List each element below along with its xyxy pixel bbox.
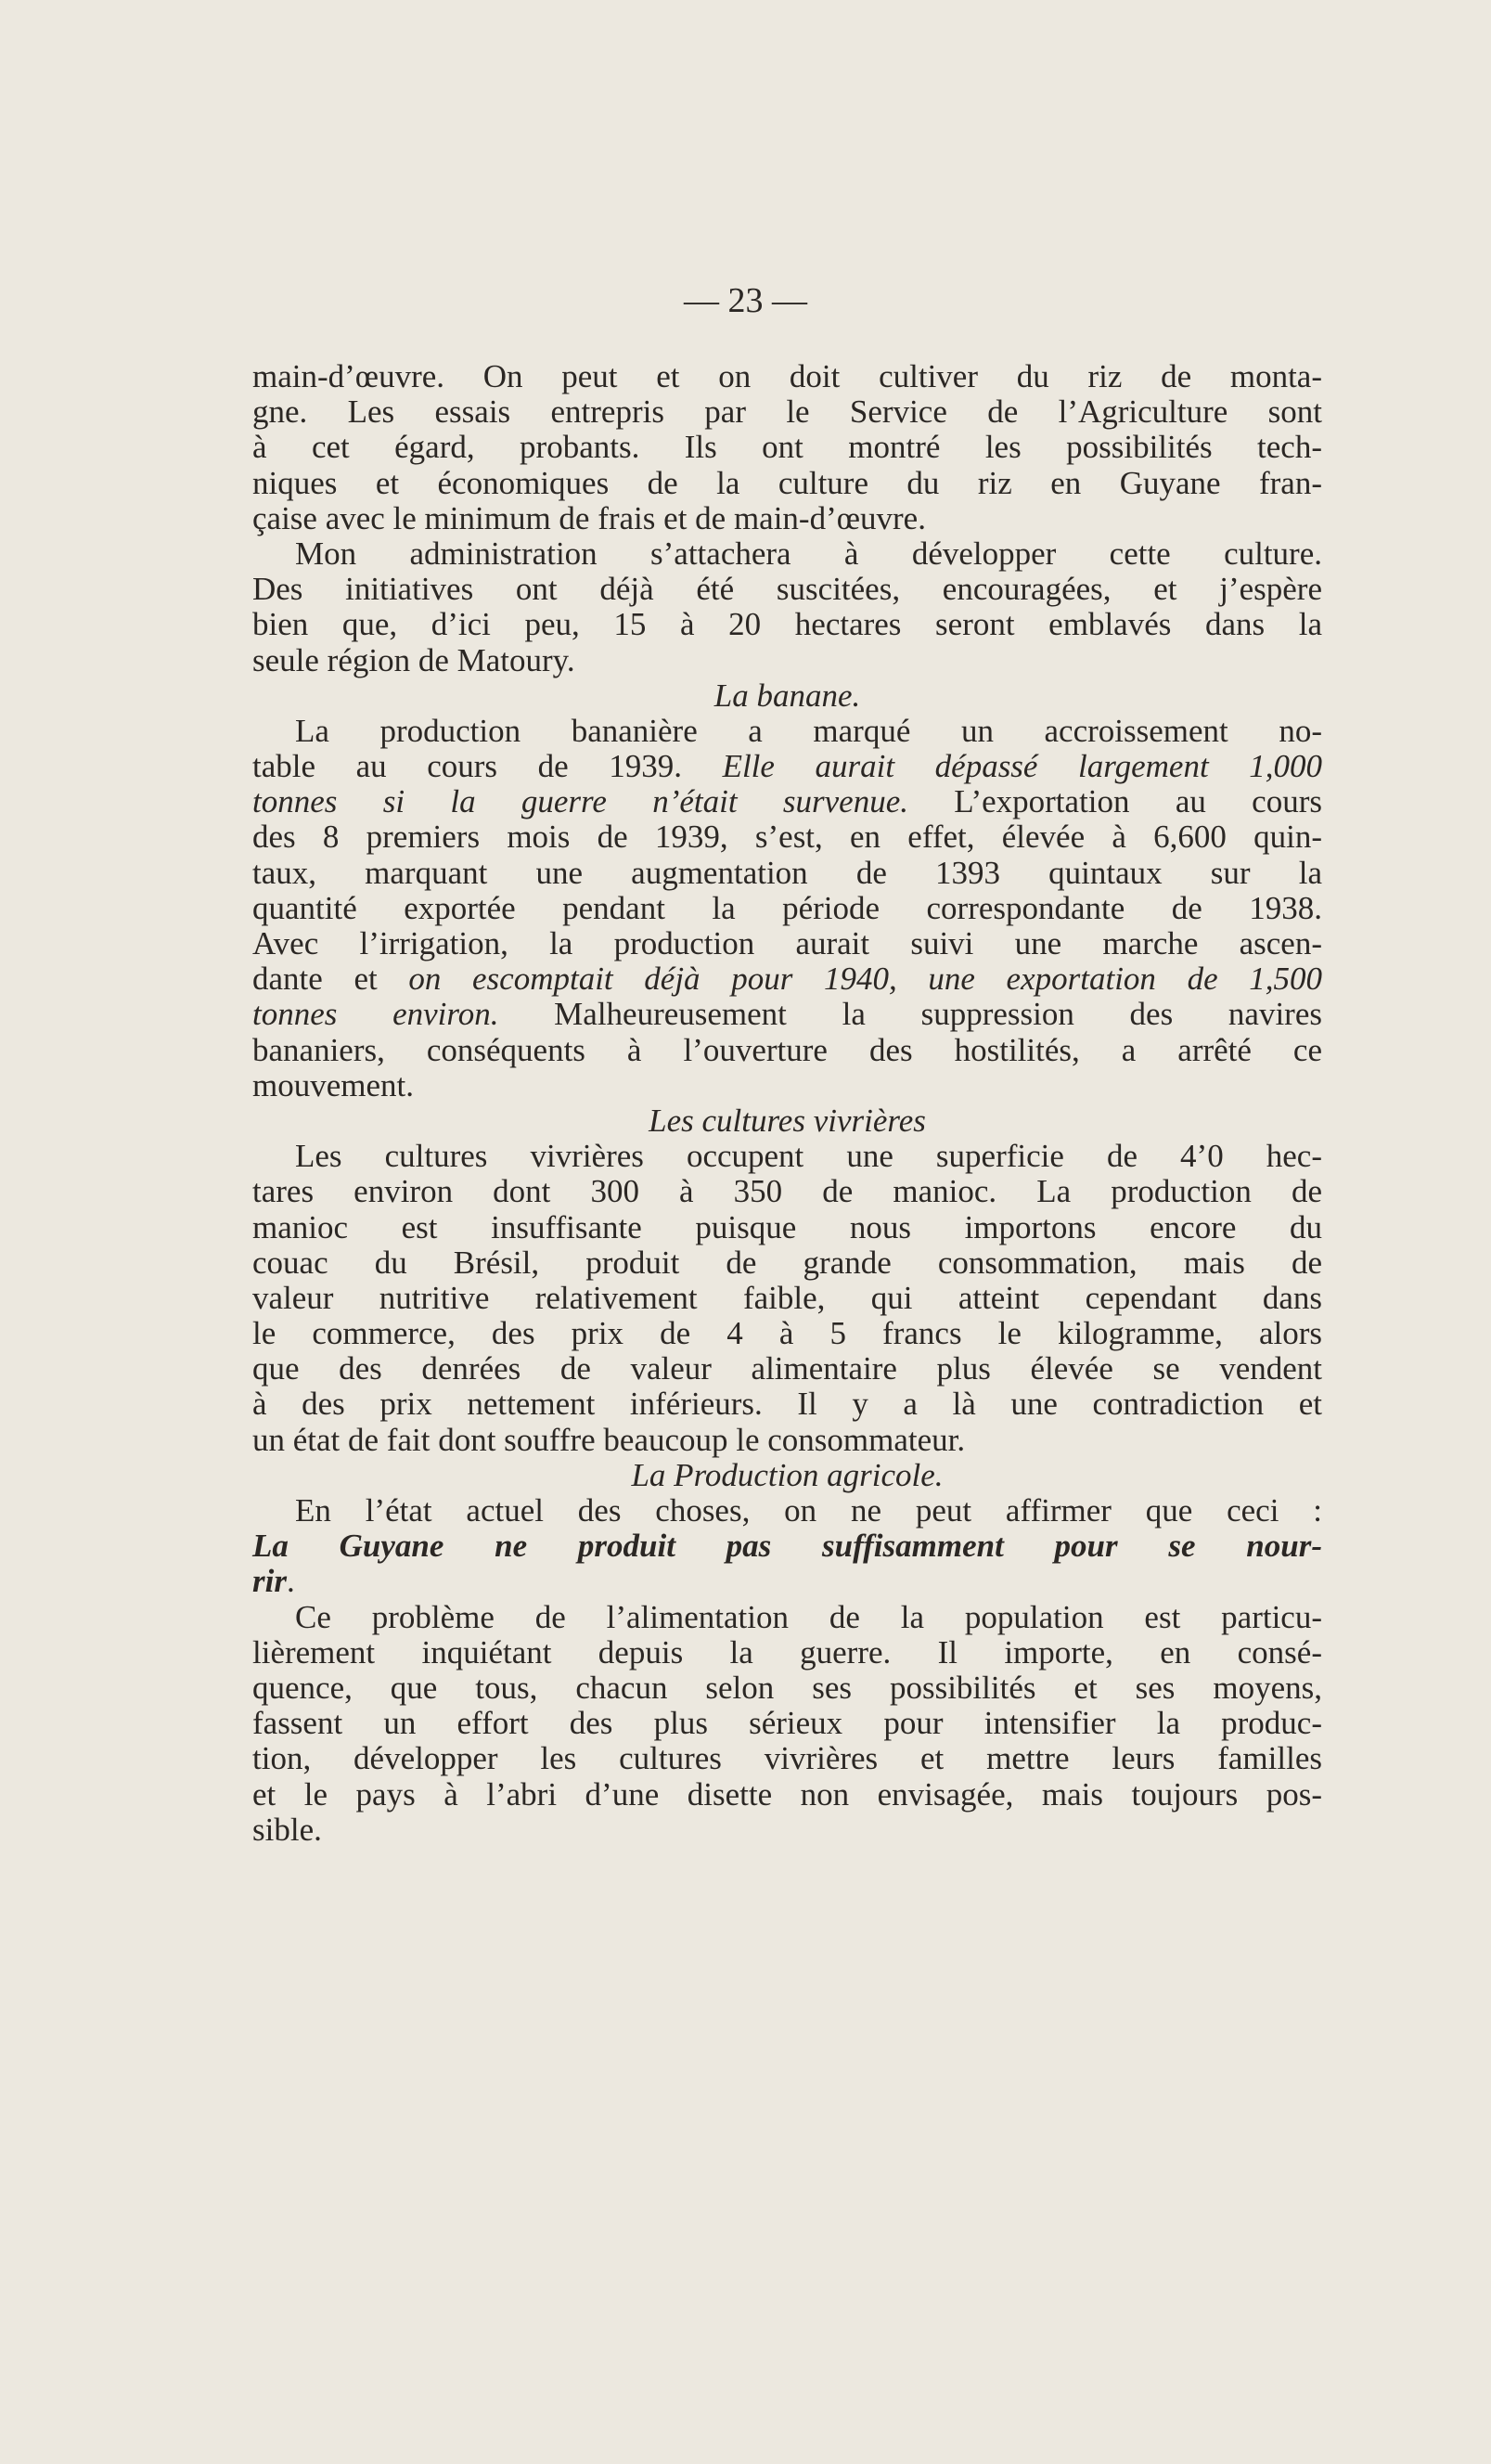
text-line: [252, 536, 1322, 572]
text-line: [252, 749, 1322, 784]
text-segment: La production bananière a marqué un accroissement no-: [295, 712, 1322, 749]
emphasized-text: Elle aurait dépassé largement 1,000: [722, 748, 1322, 785]
text-line: [252, 997, 1322, 1032]
text-line: [252, 1139, 1322, 1174]
text-line: [252, 714, 1322, 749]
text-line: [252, 1813, 1322, 1848]
emphasized-text: tonnes si la guerre n’était survenue.: [252, 783, 908, 820]
text-line: [252, 1351, 1322, 1387]
text-line: [252, 430, 1322, 465]
text-segment: Mon administration s’attachera à développer cette culture.: [295, 535, 1322, 572]
text-line: [252, 926, 1322, 961]
text-line: [252, 466, 1322, 501]
text-segment: Ce problème de l’alimentation de la population est particu-: [295, 1598, 1322, 1635]
text-segment: à cet égard, probants. Ils ont montré les possibilités tech-: [252, 429, 1322, 466]
text-line: [252, 1245, 1322, 1281]
text-segment: çaise avec le minimum de frais et de main-d’œuvre.: [252, 499, 926, 536]
text-segment: Des initiatives ont déjà été suscitées, encouragées, et j’espère: [252, 571, 1322, 608]
text-segment: lièrement inquiétant depuis la guerre. Il importe, en consé-: [252, 1633, 1322, 1671]
text-line: [252, 1210, 1322, 1245]
text-segment: gne. Les essais entrepris par le Service de l’Agriculture sont: [252, 393, 1322, 431]
text-line: [252, 1423, 1322, 1458]
text-line: [252, 643, 1322, 678]
text-line: [252, 1174, 1322, 1209]
text-line: [252, 1068, 1322, 1103]
text-line: [252, 1493, 1322, 1529]
text-segment: valeur nutritive relativement faible, qui atteint cependant dans: [252, 1279, 1322, 1316]
text-line: [252, 1387, 1322, 1422]
text-line: [252, 1706, 1322, 1741]
text-segment: bien que, d’ici peu, 15 à 20 hectares seront emblavés dans la: [252, 606, 1322, 643]
text-segment: tares environ dont 300 à 350 de manioc. La production de: [252, 1173, 1322, 1210]
text-segment: quantité exportée pendant la période correspondante de 1938.: [252, 889, 1322, 926]
text-line: [252, 501, 1322, 536]
text-segment: fassent un effort des plus sérieux pour intensifier la produc-: [252, 1705, 1322, 1742]
section-heading: [252, 1103, 1322, 1139]
text-line: [252, 359, 1322, 394]
text-segment: seule région de Matoury.: [252, 641, 575, 678]
text-segment: tion, développer les cultures vivrières et mettre leurs familles: [252, 1740, 1322, 1777]
text-line: [252, 1635, 1322, 1671]
text-segment: quence, que tous, chacun selon ses possibilités et ses moyens,: [252, 1669, 1322, 1706]
text-segment: main-d’œuvre. On peut et on doit cultiver du riz de monta-: [252, 358, 1322, 394]
emphasized-text: tonnes environ.: [252, 996, 499, 1033]
text-segment: sible.: [252, 1811, 322, 1848]
page-number: — 23 —: [684, 281, 807, 320]
text-line: [252, 1564, 1322, 1599]
text-line: [252, 394, 1322, 430]
text-line: [252, 819, 1322, 855]
text-line: [252, 891, 1322, 926]
text-segment: mouvement.: [252, 1066, 414, 1103]
text-segment: un état de fait dont souffre beaucoup le consommateur.: [252, 1421, 966, 1458]
text-line: [252, 961, 1322, 997]
text-line: [252, 1777, 1322, 1813]
text-segment: à des prix nettement inférieurs. Il y a là une contradiction et: [252, 1386, 1322, 1423]
text-line: [252, 856, 1322, 891]
text-line: [252, 1741, 1322, 1776]
text-line: [252, 572, 1322, 607]
text-segment: En l’état actuel des choses, on ne peut affirmer que ceci :: [295, 1492, 1322, 1529]
text-line: [252, 784, 1322, 819]
text-segment: bananiers, conséquents à l’ouverture des hostilités, a arrêté ce: [252, 1031, 1322, 1068]
text-line: [252, 1281, 1322, 1316]
text-segment: La banane.: [713, 677, 861, 714]
emphasized-text: rir: [252, 1563, 287, 1600]
text-segment: Avec l’irrigation, la production aurait suivi une marche ascen-: [252, 925, 1322, 961]
section-heading: [252, 678, 1322, 714]
text-segment: Les cultures vivrières: [649, 1102, 926, 1139]
text-segment: et le pays à l’abri d’une disette non envisagée, mais toujours pos-: [252, 1775, 1322, 1813]
text-line: [252, 1529, 1322, 1564]
text-segment: dante et: [252, 961, 409, 998]
emphasized-text: La Guyane ne produit pas suffisamment pour se nour-: [252, 1528, 1322, 1565]
text-line: [252, 1600, 1322, 1635]
text-segment: manioc est insuffisante puisque nous importons encore du: [252, 1208, 1322, 1245]
text-segment: La Production agricole.: [631, 1456, 944, 1493]
text-segment: couac du Brésil, produit de grande consommation, mais de: [252, 1244, 1322, 1281]
text-segment: des 8 premiers mois de 1939, s’est, en effet, élevée à 6,600 quin-: [252, 819, 1322, 856]
text-segment: Malheureusement la suppression des navires: [498, 996, 1322, 1033]
page-body-text: [252, 359, 1322, 1848]
text-segment: que des denrées de valeur alimentaire plus élevée se vendent: [252, 1350, 1322, 1387]
section-heading: [252, 1458, 1322, 1493]
text-segment: taux, marquant une augmentation de 1393 quintaux sur la: [252, 854, 1322, 891]
text-segment: .: [286, 1563, 295, 1600]
emphasized-text: on escomptait déjà pour 1940, une exportation de 1,500: [408, 961, 1322, 998]
text-segment: L’exportation au cours: [907, 783, 1322, 820]
text-segment: niques et économiques de la culture du riz en Guyane fran-: [252, 464, 1322, 501]
text-line: [252, 607, 1322, 642]
text-segment: table au cours de 1939.: [252, 748, 723, 785]
text-segment: le commerce, des prix de 4 à 5 francs le kilogramme, alors: [252, 1315, 1322, 1352]
text-line: [252, 1316, 1322, 1351]
text-line: [252, 1033, 1322, 1068]
text-line: [252, 1671, 1322, 1706]
text-segment: Les cultures vivrières occupent une superficie de 4’0 hec-: [295, 1138, 1322, 1175]
